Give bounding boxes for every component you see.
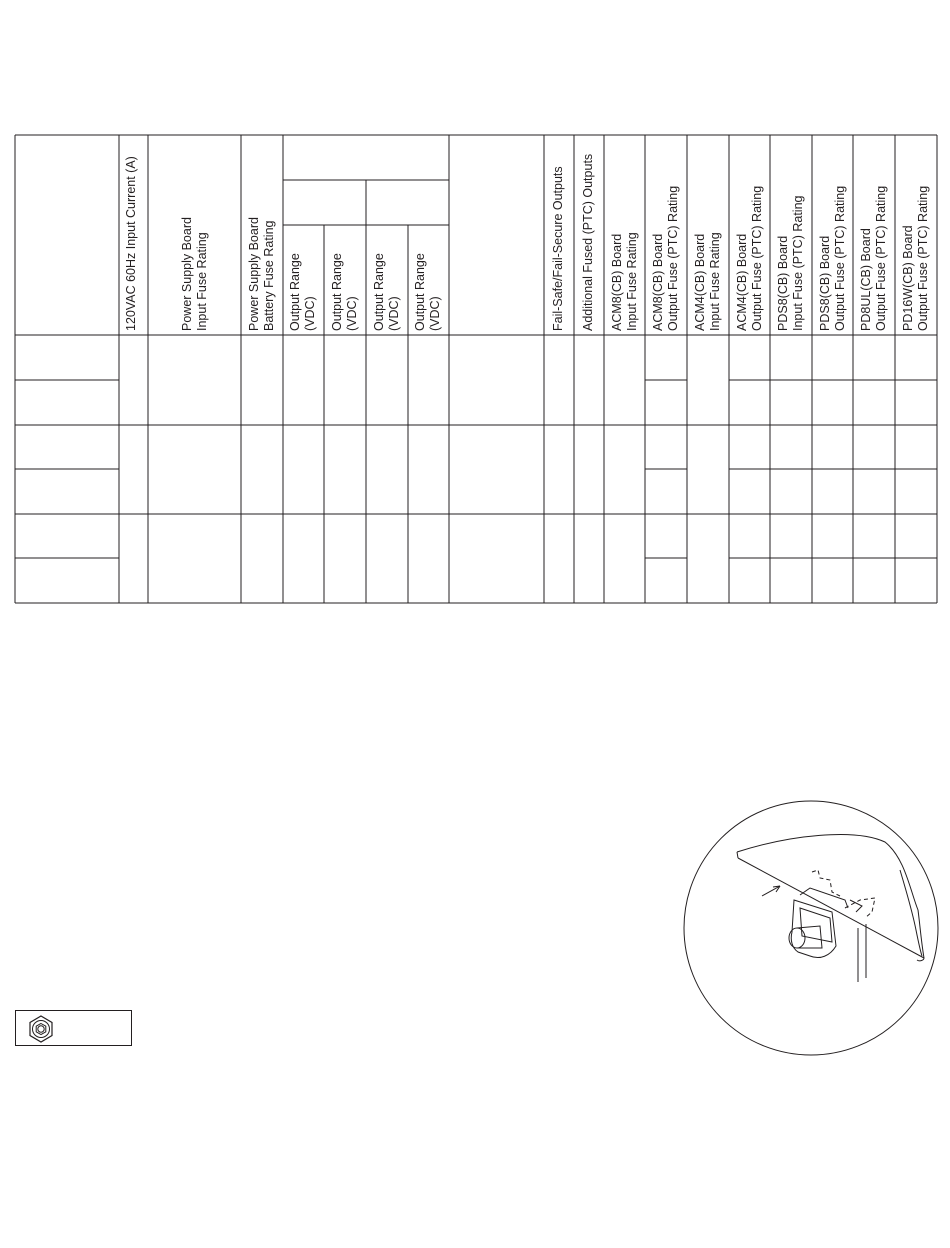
header-psb-battery-fuse: Power Supply Board Battery Fuse Rating <box>247 217 276 331</box>
header-fail-safe-outputs: Fail-Safe/Fail-Secure Outputs <box>551 166 565 331</box>
header-additional-fused-outputs: Additional Fused (PTC) Outputs <box>581 153 595 331</box>
header-acm8-output-fuse: ACM8(CB) Board Output Fuse (PTC) Rating <box>651 185 680 331</box>
hardware-callout-box <box>15 1010 132 1046</box>
header-acm8-input-fuse: ACM8(CB) Board Input Fuse Rating <box>610 232 639 331</box>
specification-table-grid <box>0 0 950 620</box>
header-pds8-output-fuse: PDS8(CB) Board Output Fuse (PTC) Rating <box>818 185 847 331</box>
header-pd8ul-output-fuse: PD8UL(CB) Board Output Fuse (PTC) Rating <box>859 185 888 331</box>
header-output-range-4: Output Range (VDC) <box>413 253 442 331</box>
header-pd16w-output-fuse: PD16W(CB) Board Output Fuse (PTC) Rating <box>901 185 930 331</box>
header-acm4-input-fuse: ACM4(CB) Board Input Fuse Rating <box>693 232 722 331</box>
hex-nut-icon <box>26 1014 56 1044</box>
header-output-range-1: Output Range (VDC) <box>288 253 317 331</box>
header-output-range-2: Output Range (VDC) <box>330 253 359 331</box>
header-pds8-input-fuse: PDS8(CB) Board Input Fuse (PTC) Rating <box>776 195 805 331</box>
header-input-current: 120VAC 60Hz Input Current (A) <box>124 156 138 331</box>
circuit-board-standoff-detail <box>680 800 945 1060</box>
header-acm4-output-fuse: ACM4(CB) Board Output Fuse (PTC) Rating <box>735 185 764 331</box>
header-psb-input-fuse: Power Supply Board Input Fuse Rating <box>180 217 209 331</box>
header-output-range-3: Output Range (VDC) <box>372 253 401 331</box>
